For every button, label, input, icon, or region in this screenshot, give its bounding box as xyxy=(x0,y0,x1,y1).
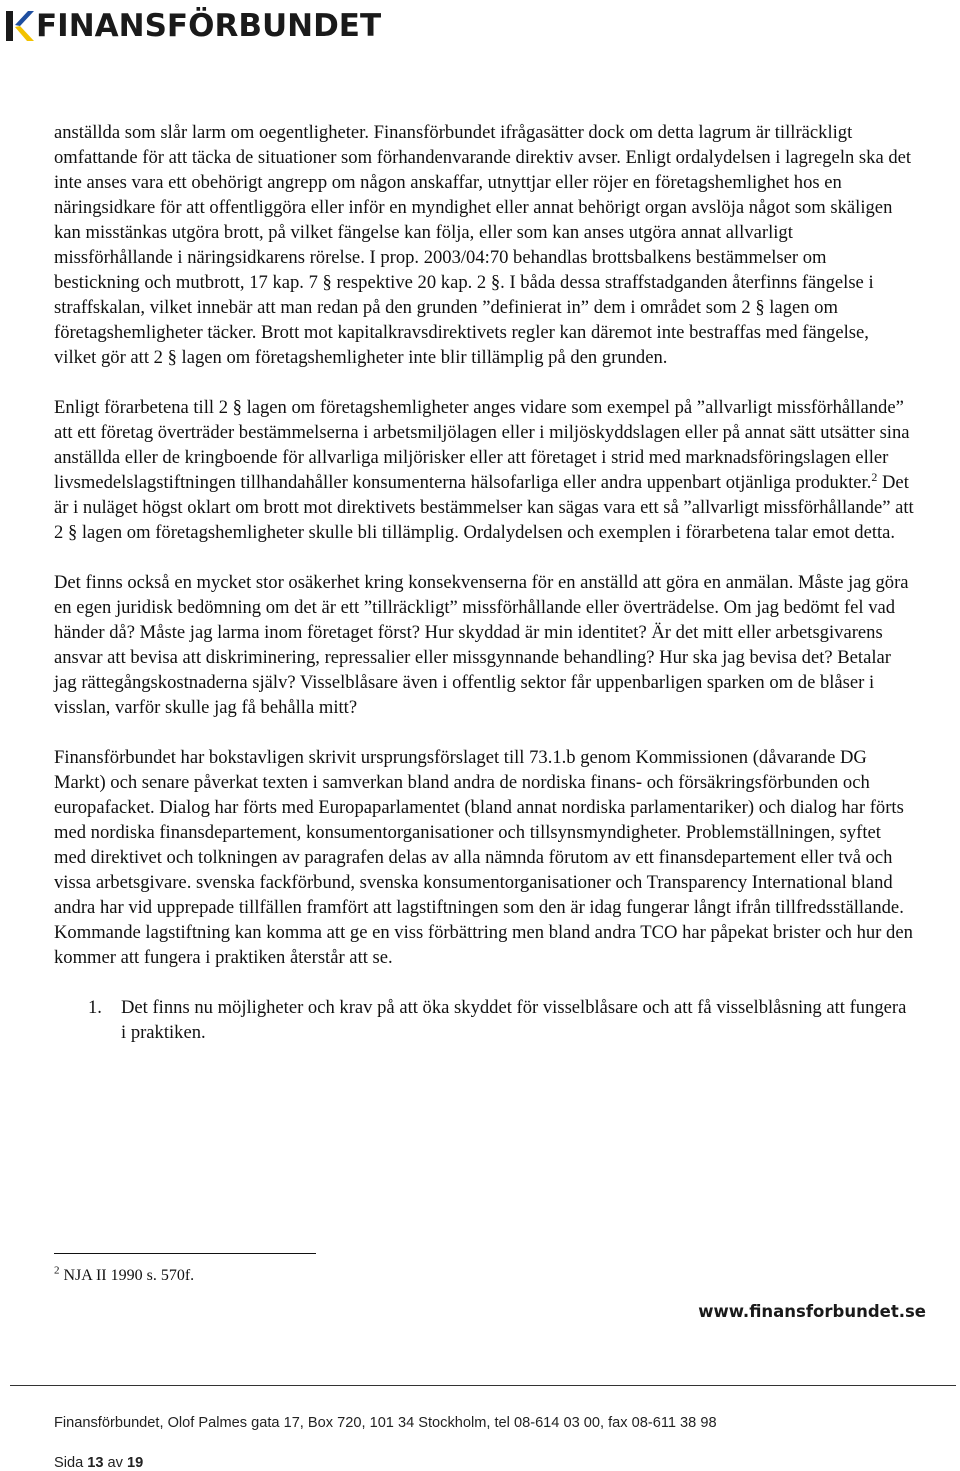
paragraph-2-continuation: Det är i nuläget högst oklart om brott mot direktivets bestämmelser kan sägas vara ett så ”allvarligt missförhållande” att 2 § lagen om företagshemligheter skulle bli tillämplig. Ordalydelsen och exemplen i förarbetena talar emot detta. xyxy=(54,472,914,543)
footnote xyxy=(54,1266,194,1286)
page-current: 13 xyxy=(87,1455,104,1471)
document-body xyxy=(54,120,914,1045)
paragraph-3: Det finns också en mycket stor osäkerhet kring konsekvenserna för en anställd att göra en anmälan. Måste jag göra en egen juridisk bedömning om det är ett ”tillräckligt” missförhållande eller överträdelse. Om jag bedömt fel vad händer då? Måste jag larma inom företaget först? Hur skyddad är min identitet? Är det mitt eller arbetsgivarens ansvar att bevisa att diskriminering, repressalier eller missgynnande behandling? Hur ska jag bevisa det? Betalar jag rättegångskostnaderna själv? Visselblåsare även i offentlig sektor får uppenbarligen sparken om de blåser i visslan, varför skulle jag få behålla mitt? xyxy=(54,572,909,718)
finansforbundet-logo xyxy=(6,8,381,44)
list-item-text: Det finns nu möjligheter och krav på att öka skyddet för visselblåsare och att få visselblåsning att fungera i praktiken. xyxy=(121,997,907,1043)
website-link[interactable]: www.finansforbundet.se xyxy=(698,1302,926,1321)
list-item-number: 1. xyxy=(88,997,102,1018)
paragraph-2-text: Enligt förarbetena till 2 § lagen om företagshemligheter anges vidare som exempel på ”allvarligt missförhållande” att ett företag överträder bestämmelserna i arbetsmiljölagen eller i miljöskyddslagen eller på annat sätt utsätter sina anställda eller de kringboende för allvarliga miljörisker eller att företaget i strid med marknadsföringslagen eller livsmedelslagstiftningen tillhandahåller konsumenterna hälsofarliga eller andra uppenbart otjänliga produkter. xyxy=(54,397,910,493)
footnote-number: 2 xyxy=(54,1264,60,1277)
page-prefix: Sida xyxy=(54,1455,88,1471)
page-total: 19 xyxy=(127,1455,144,1471)
logo-mark-icon xyxy=(6,11,34,41)
footnote-separator xyxy=(54,1253,316,1254)
paragraph-4: Finansförbundet har bokstavligen skrivit ursprungsförslaget till 73.1.b genom Kommissionen (dåvarande DG Markt) och senare påverkat texten i samverkan bland andra de nordiska finans- och försäkringsförbunden och europafacket. Dialog har förts med Europaparlamentet (bland annat nordiska parlamentariker) och dialog har förts med nordiska finansdepartement, konsumentorganisationer och tillsynsmyndigheter. Problemställningen, syftet med direktivet och tolkningen av paragrafen delas av alla nämnda förutom av ett finansdepartement eller två och vissa arbetsgivare. svenska fackförbund, svenska konsumentorganisationer och Transparency International bland andra har vid upprepade tillfällen framfört att lagstiftningen som den är idag fungerar långt ifrån tillfredsställande. Kommande lagstiftning kan komma att ge en viss förbättring men bland andra TCO har påpekat brister och hur den kommer att fungera i praktiken återstår att se. xyxy=(54,747,913,968)
list-item xyxy=(54,995,914,1045)
page-number xyxy=(54,1455,143,1471)
footnote-reference[interactable]: 2 xyxy=(871,469,878,484)
footer-divider xyxy=(10,1385,956,1386)
paragraph-2 xyxy=(54,395,914,545)
footer-address: Finansförbundet, Olof Palmes gata 17, Box 720, 101 34 Stockholm, tel 08-614 03 00, fax 08-611 38 98 xyxy=(54,1415,717,1431)
paragraph-1: anställda som slår larm om oegentligheter. Finansförbundet ifrågasätter dock om detta lagrum är tillräckligt omfattande för att täcka de situationer som förhandenvarande direktiv avser. Enligt ordalydelsen i lagregeln ska det inte anses vara ett obehörigt angrepp om någon anskaffar, utnyttjar eller röjer en företagshemlighet hos en näringsidkare för att offentliggöra eller inför en myndighet eller annat behörigt organ avslöja något som skäligen kan misstänkas utgöra brott, på vilket fängelse kan följa, eller som kan anses utgöra annat allvarligt missförhållande i näringsidkarens rörelse. I prop. 2003/04:70 behandlas brottsbalkens bestämmelser om bestickning och mutbrott, 17 kap. 7 § respektive 20 kap. 2 §. I båda dessa straffstadganden återfinns fängelse i straffskalan, vilket innebär att man redan på den grunden ”definierat in” dem i området som 2 § lagen om företagshemligheter täcker. Brott mot kapitalkravsdirektivets regler kan däremot inte bestraffas med fängelse, vilket gör att 2 § lagen om företagshemligheter inte blir tillämplig på den grunden. xyxy=(54,122,912,368)
footnote-text: NJA II 1990 s. 570f. xyxy=(59,1267,195,1284)
numbered-list xyxy=(54,995,914,1045)
logo-text: FINANSFÖRBUNDET xyxy=(36,8,382,44)
page-middle: av xyxy=(103,1455,128,1471)
